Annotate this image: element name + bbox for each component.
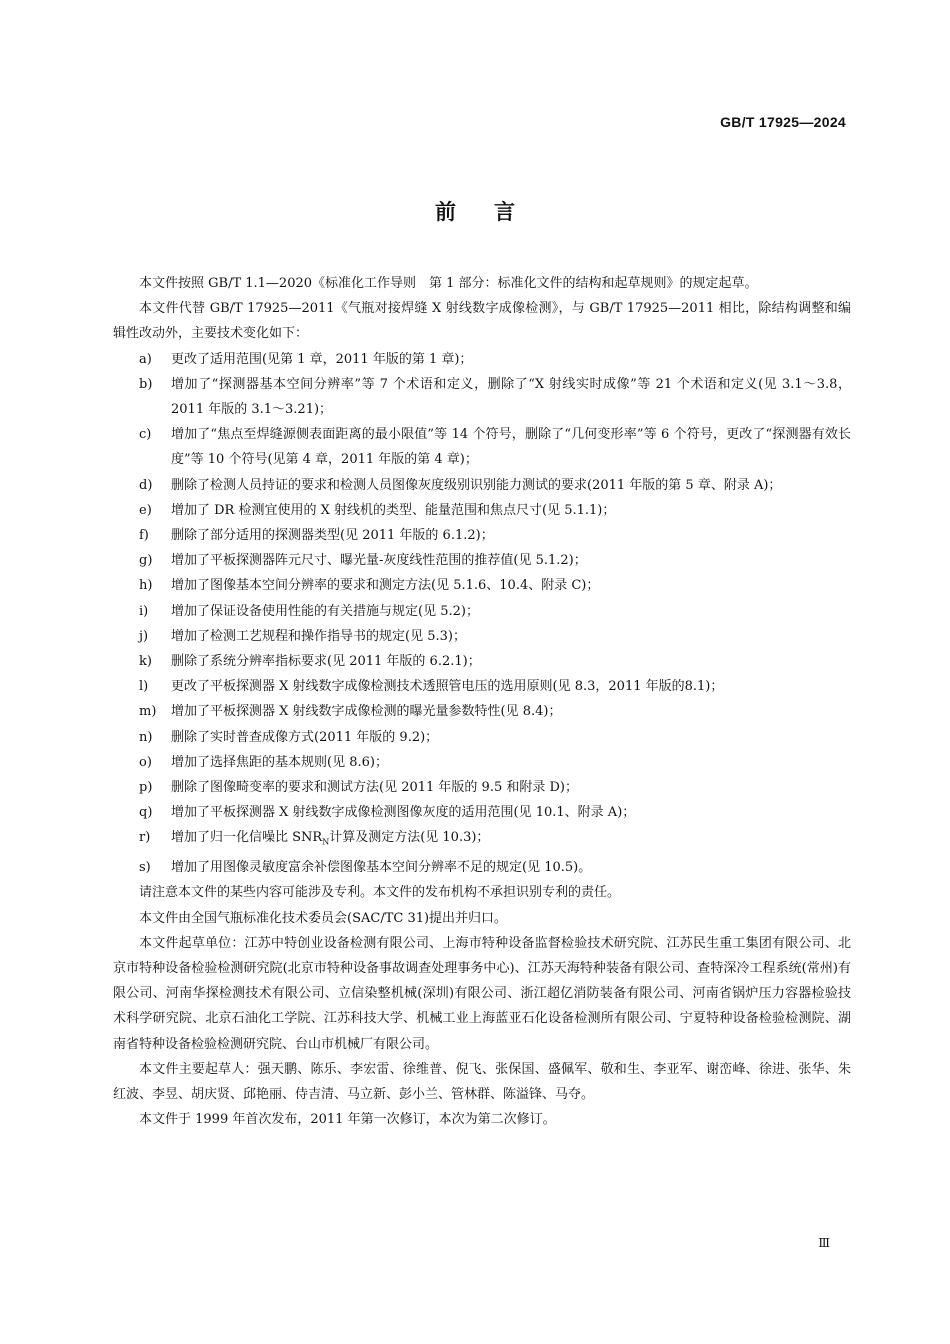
list-item: [113, 473, 851, 498]
list-item-text: 删除了实时普查成像方式(2011 年版的 9.2)；: [171, 729, 439, 745]
drafting-organizations: 本文件起草单位：江苏中特创业设备检测有限公司、上海市特种设备监督检验技术研究院、江苏民生重工集团有限公司、北京市特种设备检验检测研究院(北京市特种设备事故调查处理事务中心)、江苏天海特种装备有限公司、查特深冷工程系统(常州)有限公司、河南华探检测技术有限公司、立信染整机械(深圳)有限公司、浙江超亿消防装备有限公司、河南省锅炉压力容器检验技术科学研究院、北京石油化工学院、江苏科技大学、机械工业上海蓝亚石化设备检测所有限公司、宁夏特种设备检验检测院、湖南省特种设备检验检测研究院、台山市机械厂有限公司。: [113, 935, 851, 1052]
list-item-text: 更改了平板探测器 X 射线数字成像检测技术透照管电压的选用原则(见 8.3，2011 年版的8.1)；: [171, 679, 724, 695]
patent-notice: 请注意本文件的某些内容可能涉及专利。本文件的发布机构不承担识别专利的责任。: [139, 885, 621, 901]
list-item: [113, 498, 851, 523]
list-item-text: 更改了适用范围(见第 1 章，2011 年版的第 1 章)；: [171, 351, 473, 367]
list-item-mark: h): [139, 578, 153, 594]
list-item: [113, 573, 851, 598]
list-item: [113, 699, 851, 724]
list-item-text: 增加了保证设备使用性能的有关措施与规定(见 5.2)；: [171, 603, 479, 619]
list-item-mark: r): [139, 830, 151, 846]
list-item: [113, 523, 851, 548]
list-item: [113, 775, 851, 800]
list-item-text: 增加了选择焦距的基本规则(见 8.6)；: [171, 754, 388, 770]
list-item-mark: b): [139, 376, 153, 392]
snr-subscript: N: [322, 838, 330, 848]
list-item-mark: s): [139, 860, 151, 876]
list-item-text: 增加了检测工艺规程和操作指导书的规定(见 5.3)；: [171, 628, 466, 644]
list-item: [113, 347, 851, 372]
list-item-mark: a): [139, 351, 152, 367]
list-item: [113, 725, 851, 750]
list-item-mark: l): [139, 679, 149, 695]
drafters: 本文件主要起草人：强天鹏、陈乐、李宏雷、徐维普、倪飞、张保国、盛佩军、敬和生、李亚军、谢峦峰、徐进、张华、朱红波、李昱、胡庆贤、邱艳丽、侍吉清、马立新、彭小兰、管林群、陈溢锋、马夺。: [113, 1061, 851, 1103]
list-item-mark: p): [139, 780, 153, 796]
changes-list: [113, 347, 851, 881]
list-item: [113, 800, 851, 825]
list-item-mark: n): [139, 729, 153, 745]
list-item: [113, 624, 851, 649]
list-item-mark: e): [139, 502, 152, 518]
snr-text-prefix: 增加了归一化信噪比 SNR: [171, 830, 323, 846]
list-item-mark: o): [139, 754, 152, 770]
list-item-text: 增加了图像基本空间分辨率的要求和测定方法(见 5.1.6、10.4、附录 C)；: [171, 578, 600, 594]
list-item: [113, 548, 851, 573]
intro-paragraph-2: 本文件代替 GB/T 17925—2011《气瓶对接焊缝 X 射线数字成像检测》，与 GB/T 17925—2011 相比，除结构调整和编辑性改动外，主要技术变化如下：: [113, 301, 851, 342]
list-item-text: 增加了平板探测器 X 射线数字成像检测图像灰度的适用范围(见 10.1、附录 A)；: [171, 805, 636, 821]
list-item-mark: q): [139, 805, 153, 821]
standard-number: GB/T 17925—2024: [720, 114, 846, 130]
list-item-text: 删除了系统分辨率指标要求(见 2011 年版的 6.2.1)；: [171, 654, 481, 670]
list-item-mark: c): [139, 427, 152, 443]
document-body: [113, 271, 851, 1133]
snr-text-suffix: 计算及测定方法(见 10.3)；: [329, 830, 490, 846]
list-item-mark: f): [139, 528, 149, 544]
history-paragraph: 本文件于 1999 年首次发布，2011 年第一次修订，本次为第二次修订。: [139, 1112, 556, 1128]
list-item-mark: d): [139, 477, 153, 493]
list-item: [113, 750, 851, 775]
page-title: 前言: [435, 200, 553, 224]
list-item: [113, 674, 851, 699]
list-item-mark: m): [139, 704, 157, 720]
intro-paragraph-1: 本文件按照 GB/T 1.1—2020《标准化工作导则 第 1 部分：标准化文件的结构和起草规则》的规定起草。: [139, 276, 758, 291]
list-item-text: 删除了部分适用的探测器类型(见 2011 年版的 6.1.2)；: [171, 528, 494, 544]
list-item: [113, 422, 851, 472]
list-item-text: 增加了用图像灵敏度富余补偿图像基本空间分辨率不足的规定(见 10.5)。: [171, 860, 592, 876]
list-item: [113, 599, 851, 624]
page-number: Ⅲ: [818, 1236, 830, 1250]
list-item-mark: g): [139, 553, 153, 569]
list-item: [113, 825, 851, 855]
list-item-mark: k): [139, 654, 152, 670]
list-item-text: 增加了“探测器基本空间分辨率”等 7 个术语和定义，删除了“X 射线实时成像”等 21 个术语和定义(见 3.1～3.8，2011 年版的 3.1～3.21)；: [171, 376, 851, 418]
list-item: [113, 372, 851, 422]
list-item-text: 增加了“焦点至焊缝源侧表面距离的最小限值”等 14 个符号，删除了“几何变形率”等 6 个符号，更改了“探测器有效长度”等 10 个符号(见第 4 章，2011 年版的第 4 章)；: [171, 427, 851, 468]
proposer-paragraph: 本文件由全国气瓶标准化技术委员会(SAC/TC 31)提出并归口。: [139, 910, 508, 926]
list-item: [113, 855, 851, 880]
list-item-text: 增加了 DR 检测宜使用的 X 射线机的类型、能量范围和焦点尺寸(见 5.1.1)；: [171, 502, 616, 518]
list-item-mark: i): [139, 603, 149, 619]
list-item-text: [165, 825, 851, 855]
list-item-text: 增加了平板探测器阵元尺寸、曝光量-灰度线性范围的推荐值(见 5.1.2)；: [171, 553, 587, 569]
list-item: [113, 649, 851, 674]
list-item-text: 删除了图像畸变率的要求和测试方法(见 2011 年版的 9.5 和附录 D)；: [171, 780, 578, 796]
list-item-text: 增加了平板探测器 X 射线数字成像检测的曝光量参数特性(见 8.4)；: [171, 704, 562, 720]
list-item-text: 删除了检测人员持证的要求和检测人员图像灰度级别识别能力测试的要求(2011 年版的第 5 章、附录 A)；: [171, 477, 782, 493]
list-item-mark: j): [139, 628, 149, 644]
